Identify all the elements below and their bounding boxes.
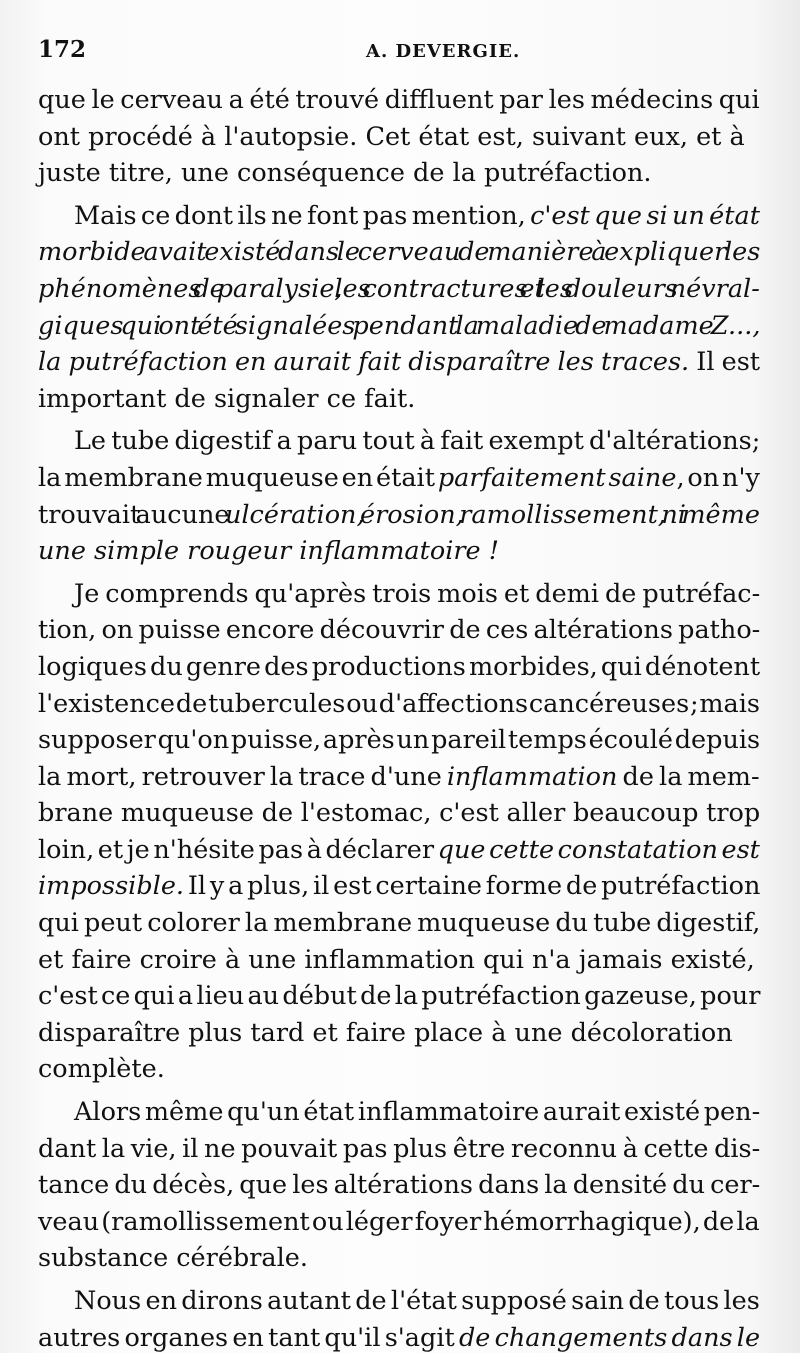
paragraph xyxy=(38,82,760,192)
text-line xyxy=(38,1204,760,1241)
italic-text: la putréfaction en aurait fait disparaître les traces. xyxy=(38,347,690,378)
text-run: Alors même qu'un état inflammatoire aurait existé pen- xyxy=(74,1097,761,1128)
text-line xyxy=(38,576,760,613)
text-line xyxy=(38,649,760,686)
text-line xyxy=(38,308,760,345)
text-run: disparaître plus tard et faire place à une décoloration xyxy=(38,1017,733,1048)
italic-text: giques qui ont été signalées pendant la maladie de madame Z..., xyxy=(38,310,761,341)
text-line xyxy=(38,1283,760,1320)
text-run: , on n'y xyxy=(676,462,760,493)
italic-text: phénomènes de paralysie, les contractures et les douleurs névral- xyxy=(38,273,760,304)
text-run: loin, et je n'hésite pas à déclarer xyxy=(38,834,438,865)
text-run: Je comprends qu'après trois mois et demi de putréfac- xyxy=(74,578,761,609)
text-line xyxy=(38,942,760,979)
text-run: dant la vie, il ne pouvait pas plus être reconnu à cette dis- xyxy=(38,1133,761,1164)
italic-text: que cette constatation est xyxy=(437,834,760,865)
text-line xyxy=(38,344,760,381)
text-run: qui peut colorer la membrane muqueuse du tube digestif, xyxy=(38,908,761,939)
text-line xyxy=(38,1131,760,1168)
text-run: l'existence de tubercules ou d'affections cancéreuses ; mais xyxy=(38,688,761,719)
text-run: Le tube digestif a paru tout à fait exempt d'altérations; xyxy=(74,426,761,457)
text-run: veau (ramollissement ou léger foyer hémorrhagique), de la xyxy=(38,1206,760,1237)
italic-text: de changements dans le xyxy=(458,1322,761,1353)
text-line xyxy=(38,198,760,235)
text-run: Mais ce dont ils ne font pas mention, xyxy=(74,200,531,231)
text-line xyxy=(38,460,760,497)
text-line xyxy=(38,234,760,271)
text-line xyxy=(38,155,760,192)
text-line xyxy=(38,722,760,759)
text-run: et faire croire à une inflammation qui n'a jamais existé, xyxy=(38,944,755,975)
text-line xyxy=(38,119,760,156)
paragraph xyxy=(38,423,760,569)
text-run: Nous en dirons autant de l'état supposé sain de tous les xyxy=(74,1286,760,1316)
text-run: important de signaler ce fait. xyxy=(38,383,416,414)
text-run: la membrane muqueuse en était xyxy=(38,462,438,493)
text-run: autres organes en tant qu'il s'agit xyxy=(38,1322,459,1353)
paragraph xyxy=(38,198,760,418)
text-line xyxy=(38,868,760,905)
text-run: ont procédé à l'autopsie. Cet état est, suivant eux, et à xyxy=(38,121,745,152)
text-line xyxy=(38,795,760,832)
italic-text: c'est que si un état xyxy=(530,200,760,231)
text-run: trouvait aucune xyxy=(38,499,225,530)
paragraph xyxy=(38,1283,760,1353)
italic-text: inflammation xyxy=(446,761,618,792)
text-line xyxy=(38,1320,760,1353)
italic-text: une simple rougeur inflammatoire ! xyxy=(38,536,499,567)
text-run: Il est xyxy=(689,347,761,378)
paragraph xyxy=(38,576,760,1088)
text-run: complète. xyxy=(38,1054,165,1085)
paragraph xyxy=(38,1094,760,1277)
italic-text: impossible. xyxy=(38,871,185,902)
text-line xyxy=(38,381,760,418)
page-header xyxy=(38,36,760,76)
body-text xyxy=(38,82,760,1353)
text-run: c'est ce qui a lieu au début de la putréfaction gazeuse, pour xyxy=(38,981,761,1012)
text-line xyxy=(38,612,760,649)
text-line xyxy=(38,271,760,308)
text-run: de la mem- xyxy=(617,761,760,792)
text-line xyxy=(38,686,760,723)
text-run: brane muqueuse de l'estomac, c'est aller beaucoup trop xyxy=(38,798,761,829)
text-line xyxy=(38,1051,760,1088)
text-run: tance du décès, que les altérations dans la densité du cer- xyxy=(38,1170,761,1201)
text-run: substance cérébrale. xyxy=(38,1243,308,1274)
text-run: logiques du genre des productions morbides, qui dénotent xyxy=(38,651,761,682)
text-run: la mort, retrouver la trace d'une xyxy=(38,761,447,792)
text-run: Il y a plus, il est certaine forme de putréfaction xyxy=(184,871,761,902)
text-run: juste titre, une conséquence de la putréfaction. xyxy=(38,158,652,189)
text-line xyxy=(38,1094,760,1131)
italic-text: morbide avait existé dans le cerveau de manière à expliquer les xyxy=(38,237,761,268)
text-line xyxy=(38,1167,760,1204)
text-line xyxy=(38,905,760,942)
italic-text: ulcération, érosion, ramollissement, ni même xyxy=(224,499,760,530)
text-line xyxy=(38,978,760,1015)
text-run: que le cerveau a été trouvé diffluent par les médecins qui xyxy=(38,85,760,115)
text-line xyxy=(38,1015,760,1052)
text-line xyxy=(38,759,760,796)
text-line xyxy=(38,1240,760,1277)
italic-text: parfaitement saine xyxy=(437,462,677,493)
text-line xyxy=(38,832,760,869)
text-line xyxy=(38,423,760,460)
text-line xyxy=(38,497,760,534)
text-run: tion, on puisse encore découvrir de ces altérations patho- xyxy=(38,615,761,646)
text-line xyxy=(38,82,760,119)
text-line xyxy=(38,533,760,570)
text-run: supposer qu'on puisse, après un pareil temps écoulé depuis xyxy=(38,725,761,756)
running-head: A. DEVERGIE. xyxy=(366,41,521,62)
page-number: 172 xyxy=(38,36,87,63)
